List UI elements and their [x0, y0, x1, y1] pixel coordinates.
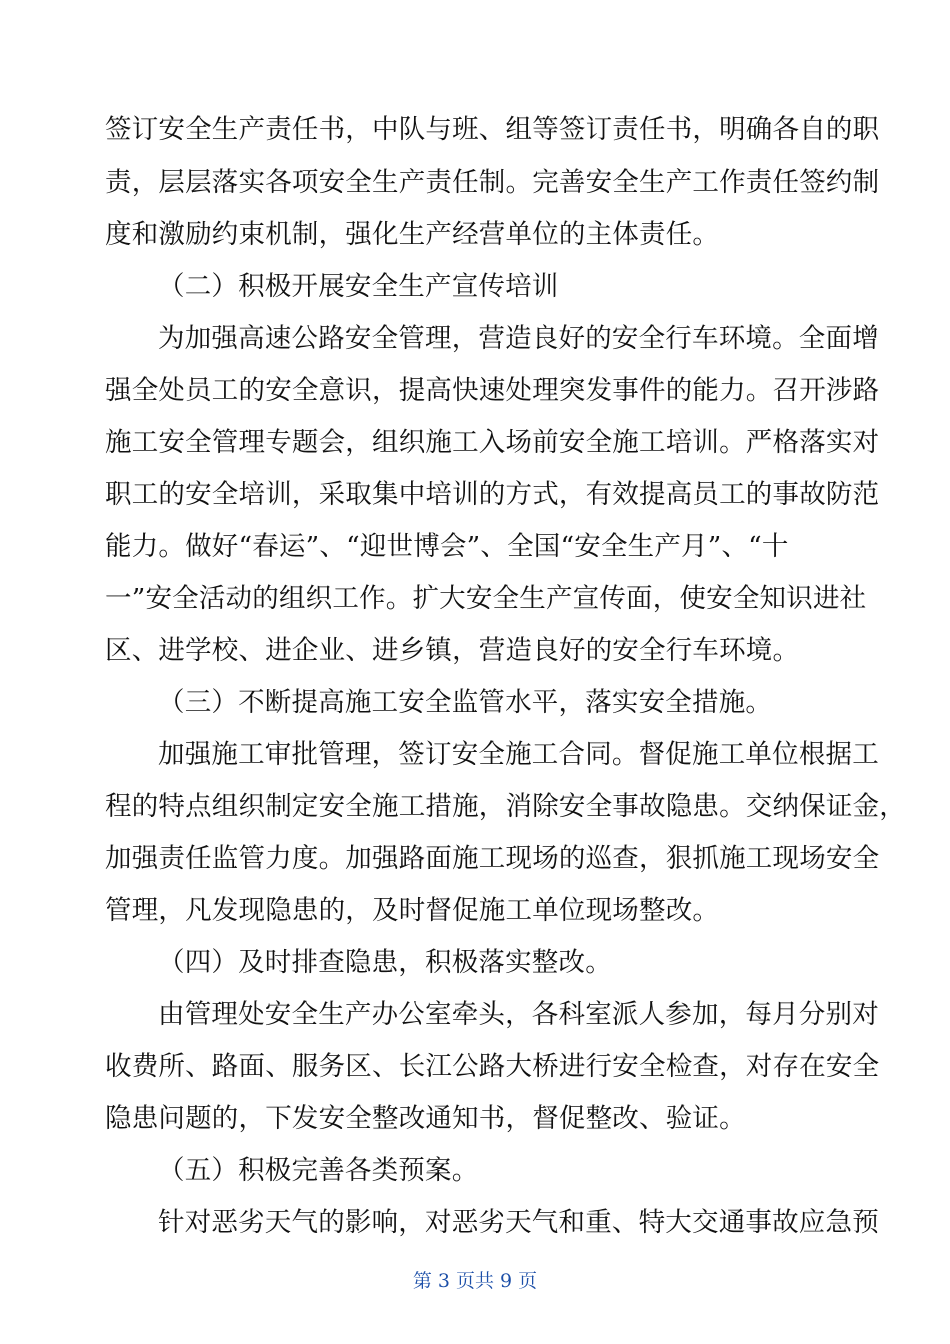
text-line-10: 一”安全活动的组织工作。扩大安全生产宣传面，使安全知识进社 — [105, 583, 867, 614]
text-line-2: 责，层层落实各项安全生产责任制。完善安全生产工作责任签约制 — [105, 167, 880, 198]
text-line-19: 收费所、路面、服务区、长江公路大桥进行安全检查，对存在安全 — [105, 1051, 880, 1082]
text-line-7: 施工安全管理专题会，组织施工入场前安全施工培训。严格落实对 — [105, 427, 880, 458]
text-line-15: 加强责任监管力度。加强路面施工现场的巡查，狠抓施工现场安全 — [105, 843, 880, 874]
page-number-footer: 第 3 页共 9 页 — [412, 1270, 538, 1292]
text-line-6: 强全处员工的安全意识，提高快速处理突发事件的能力。召开涉路 — [105, 375, 880, 406]
text-line-16: 管理，凡发现隐患的，及时督促施工单位现场整改。 — [105, 895, 720, 926]
text-line-22: 针对恶劣天气的影响，对恶劣天气和重、特大交通事故应急预 — [158, 1207, 879, 1238]
text-line-13: 加强施工审批管理，签订安全施工合同。督促施工单位根据工 — [158, 739, 879, 770]
section-heading-4: （四）及时排查隐患，积极落实整改。 — [158, 947, 612, 978]
text-line-3: 度和激励约束机制，强化生产经营单位的主体责任。 — [105, 219, 720, 250]
text-line-1: 签订安全生产责任书，中队与班、组等签订责任书，明确各自的职 — [105, 114, 880, 145]
text-line-9: 能力。做好“春运”、“迎世博会”、全国“安全生产月”、“十 — [105, 531, 789, 562]
text-line-5: 为加强高速公路安全管理，营造良好的安全行车环境。全面增 — [158, 323, 879, 354]
text-line-8: 职工的安全培训，采取集中培训的方式，有效提高员工的事故防范 — [105, 479, 880, 510]
section-heading-2: （二）积极开展安全生产宣传培训 — [158, 271, 559, 302]
text-line-20: 隐患问题的，下发安全整改通知书，督促整改、验证。 — [105, 1103, 746, 1134]
text-line-18: 由管理处安全生产办公室牵头，各科室派人参加，每月分别对 — [158, 999, 879, 1030]
text-line-11: 区、进学校、进企业、进乡镇，营造良好的安全行车环境。 — [105, 635, 800, 666]
text-line-14: 程的特点组织制定安全施工措施，消除安全事故隐患。交纳保证金， — [105, 791, 906, 822]
section-heading-5: （五）积极完善各类预案。 — [158, 1155, 479, 1186]
section-heading-3: （三）不断提高施工安全监管水平，落实安全措施。 — [158, 687, 773, 718]
